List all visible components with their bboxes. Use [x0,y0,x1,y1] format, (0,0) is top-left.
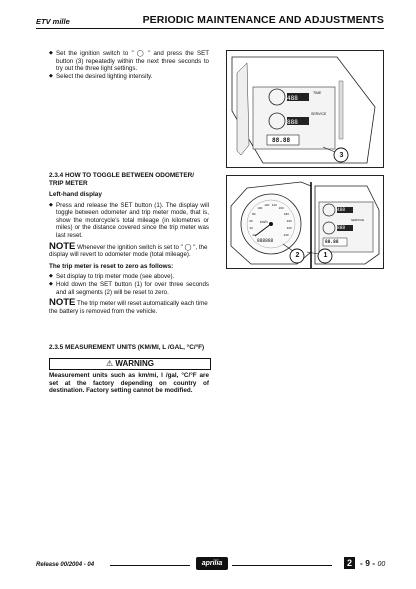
aprilia-logo: aprilia [196,557,228,570]
intro-bullet-2: ◆ Select the desired lighting intensity. [49,73,209,81]
section-heading: 2.3.4 HOW TO TOGGLE BETWEEN ODOMETER/ TRIP METER [49,172,194,187]
intro-bullet-1: ◆ Set the ignition switch to " ◯ " and press the SET button (3) repeatedly within the next three seconds to try out the three light settings. [49,50,209,73]
note-1 [49,240,209,259]
speedo-tick-100: 100 [257,206,263,211]
fig2-lcd-low: 88.88 [325,240,339,245]
model-name: ETV mille [36,17,70,26]
fig2-lcd-top: 488 [337,208,346,213]
speedo-tick-160: 160 [278,206,284,211]
figure-dashboard-odometer [226,175,384,269]
warning-box: ⚠ WARNING [49,358,211,370]
header-rule [36,28,384,29]
intro-bullets [49,50,209,80]
reset-heading: The trip meter is reset to zero as follows: [49,262,174,270]
chapter-number: 2 [344,557,355,569]
speedo-tick-80: 80 [252,211,256,216]
speedo-tick-200: 200 [286,218,292,223]
speedo-tick-40: 40 [249,226,253,231]
callout-1: 1 [323,252,328,259]
fig2-lcd-mid: 888 [337,226,346,231]
note-2-text: The trip meter will reset automatically each time the battery is removed from the vehicle. [49,300,208,315]
note-1-text: Whenever the ignition switch is set to " ◯ ", the display will revert to odometer mode (total mileage). [49,243,208,259]
section-2-3-5-heading: 2.3.5 MEASUREMENT UNITS (KM/MI, L /GAL, °C/°F) [49,344,205,351]
section-2-3-4 [49,172,209,315]
callout-3: 3 [339,152,344,159]
speedo-tick-220: 220 [286,226,292,231]
footer-rule-left [110,565,190,566]
fig1-service-label: SERVICE [311,112,327,116]
release-label: Release 00/2004 - 04 [36,562,95,568]
speedo-tick-140: 140 [271,203,277,208]
fig1-lcd-low: 88.88 [272,137,291,144]
page-number: - 9 - 00 [360,558,386,568]
speedo-tick-180: 180 [283,211,289,216]
fig1-time-label: TIME [313,91,322,95]
subheading: Left-hand display [49,191,102,198]
speedo-tick-60: 60 [249,218,253,223]
warning-text: Measurement units such as km/mi, l /gal, °C/°F are set at the factory depending on country of destination. Factory setting cannot be modified. [49,372,209,395]
note-2 [49,299,209,315]
speedo-tick-120: 120 [264,203,270,208]
toggle-bullet: ◆ Press and release the SET button (1). The display will toggle between odometer and trip meter mode, that is, show the motorcycle's total mileage (in kilometres or miles) or the distance covered since the trip meter was last reset. [49,202,209,240]
note-2-label: NOTE [49,297,76,309]
odometer-digits: 888888 [257,239,274,244]
note-1-label: NOTE [49,240,76,252]
speedo-tick-240: 240 [283,232,289,237]
footer-rule-right [232,565,332,566]
speedo-tick-20: 20 [252,232,256,237]
speedo-unit: km/h [260,220,268,224]
fig2-service-label: SERVICE [351,218,365,222]
fig1-lcd-mid: 888 [287,119,298,126]
figure-1-drawing [227,51,383,167]
fig1-lcd-top: 488 [287,95,298,102]
callout-2: 2 [295,252,300,259]
reset-bullet-1: ◆ Set display to trip meter mode (see above). [49,273,209,281]
figure-dashboard-set-button [226,50,384,168]
reset-bullet-2: ◆ Hold down the SET button (1) for over three seconds and all segments (2) will be reset to zero. [49,281,209,296]
page-title: PERIODIC MAINTENANCE AND ADJUSTMENTS [142,14,384,26]
